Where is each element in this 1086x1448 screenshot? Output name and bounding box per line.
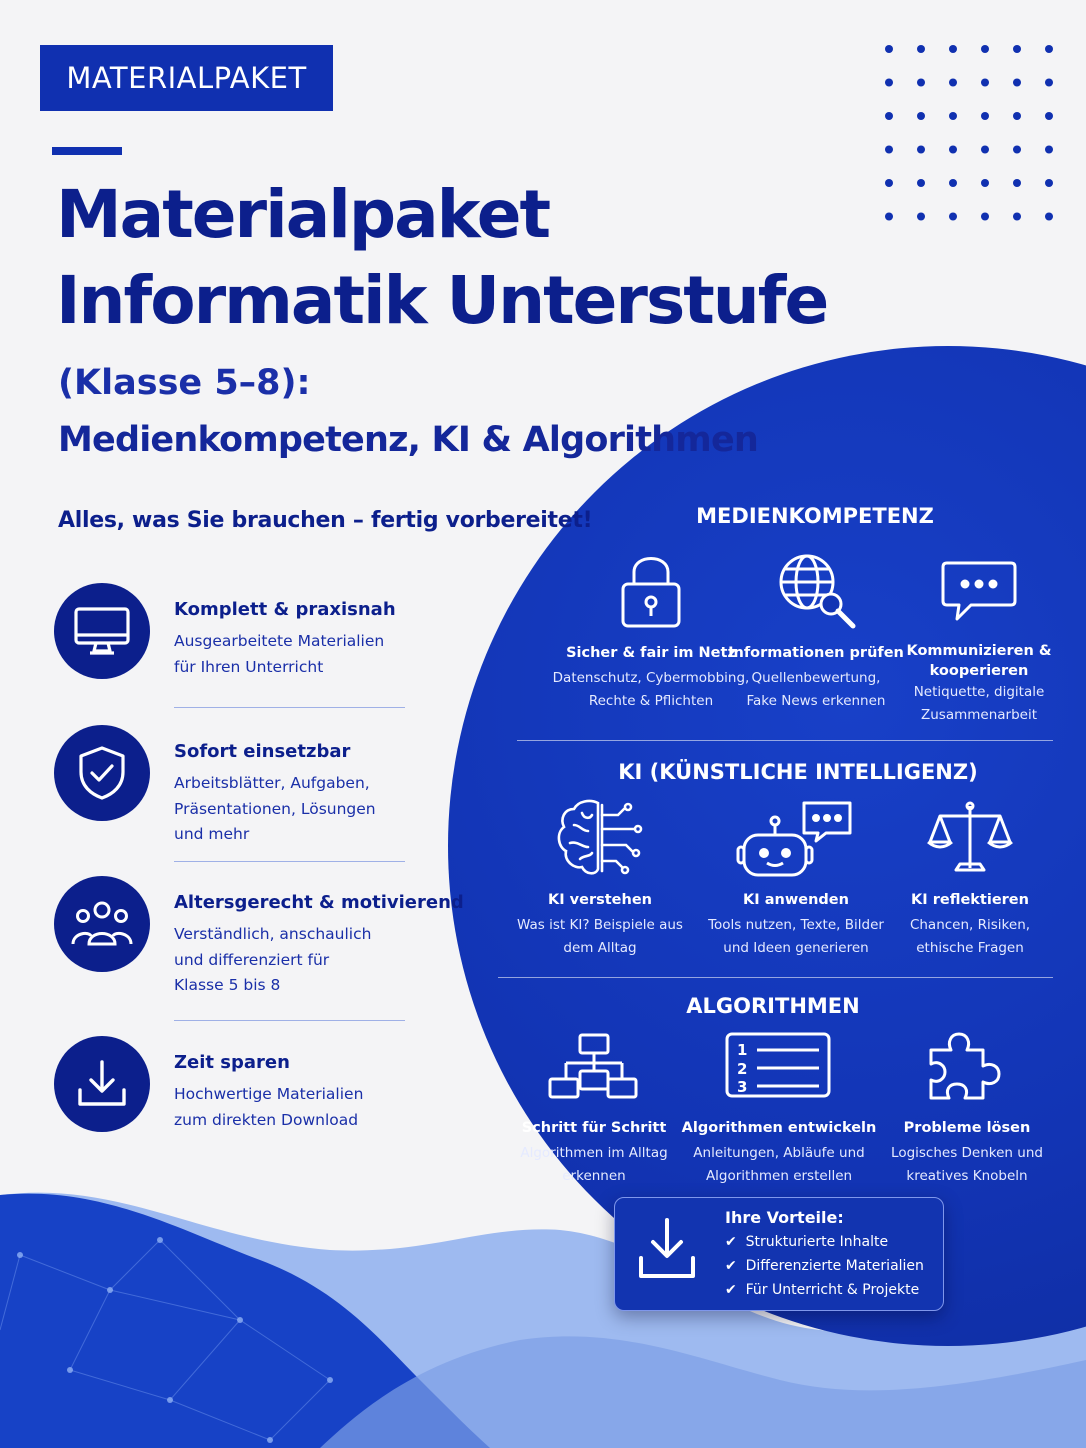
topic-desc-line: und Ideen generieren [723,940,869,956]
topic-desc-line: Rechte & Pflichten [588,693,714,709]
flowchart-icon [494,1020,694,1112]
topic-desc-line: erkennen [562,1168,626,1184]
topic-desc-line: kreatives Knobeln [906,1168,1028,1184]
feature-desc-line: zum direkten Download [174,1110,359,1129]
benefit-item: ✔ Für Unterricht & Projekte [725,1282,920,1298]
topic-solve-problems [867,1020,1067,1188]
dot [1045,45,1053,53]
dot [1013,112,1021,120]
section-divider [498,977,1053,978]
topic-desc-line: Quellenbewertung, [751,670,881,686]
topic-reflect-ai [870,792,1070,960]
benefits-title: Ihre Vorteile: [725,1208,844,1227]
scales-icon [870,792,1070,884]
dot [949,179,957,187]
dot [885,213,893,221]
topic-develop-algorithms [679,1020,879,1188]
category-tag: MATERIALPAKET [40,45,333,111]
dot [1045,179,1053,187]
dot [885,179,893,187]
download-icon [54,1036,150,1132]
topic-title: Kommunizieren & kooperieren [906,643,1052,679]
check-icon: ✔ [725,1234,737,1250]
dot [917,112,925,120]
topic-desc-line: Was ist KI? Beispiele aus [517,917,683,933]
topic-desc-line: Datenschutz, Cybermobbing, [552,670,750,686]
chat-bubble-icon [879,545,1079,637]
dot [949,45,957,53]
topic-title: KI verstehen [548,892,652,908]
divider [174,707,405,708]
topic-desc-line: Algorithmen im Alltag [520,1145,668,1161]
feature-title: Komplett & praxisnah [174,599,396,620]
download-icon [635,1214,699,1290]
dot [917,45,925,53]
svg-text:1: 1 [737,1041,748,1059]
section-title-algorithms: ALGORITHMEN [686,994,860,1018]
svg-text:3: 3 [737,1078,748,1096]
divider [174,861,405,862]
topic-title: Probleme lösen [903,1120,1031,1136]
shield-check-icon [54,725,150,821]
dot [1013,213,1021,221]
dot [1045,213,1053,221]
topic-understand-ai [500,792,700,960]
dot [981,45,989,53]
dot [917,179,925,187]
dot [1045,79,1053,87]
dot [949,112,957,120]
puzzle-icon [867,1020,1067,1112]
topic-title: Schritt für Schritt [521,1120,667,1136]
subtitle-grade: (Klasse 5–8): [58,363,311,403]
topic-title: Sicher & fair im Netz [566,645,736,661]
topic-desc-line: Logisches Denken und [891,1145,1043,1161]
check-icon: ✔ [725,1258,737,1274]
dot [917,146,925,154]
feature-desc-line: Ausgearbeitete Materialien [174,632,385,650]
topic-desc-line: Chancen, Risiken, [909,917,1031,933]
dot [981,79,989,87]
group-icon [54,876,150,972]
brain-circuit-icon [500,792,700,884]
dot [885,45,893,53]
monitor-icon [54,583,150,679]
benefit-item: ✔ Strukturierte Inhalte [725,1234,889,1250]
feature-desc-line: und mehr [174,825,250,843]
dot [917,79,925,87]
dot [1013,79,1021,87]
check-icon: ✔ [725,1282,737,1298]
dot [949,79,957,87]
topic-communicate [879,545,1079,727]
benefit-item: ✔ Differenzierte Materialien [725,1258,924,1274]
feature-desc-line: Verständlich, anschaulich [174,925,372,943]
dot [981,213,989,221]
dot [981,112,989,120]
accent-bar [52,147,122,155]
dot [949,213,957,221]
section-title-media: MEDIENKOMPETENZ [696,504,934,528]
dot [885,112,893,120]
topic-apply-ai [696,792,896,960]
topic-desc-line: dem Alltag [563,940,637,956]
topic-title: Algorithmen entwickeln [681,1120,877,1136]
dot [1013,146,1021,154]
topic-desc-line: Netiquette, digitale [913,684,1045,700]
dot [1013,45,1021,53]
page-title-line2: Informatik Unterstufe [56,262,828,339]
feature-desc-line: Klasse 5 bis 8 [174,976,281,994]
page-title-line1: Materialpaket [56,176,550,253]
topic-title: KI reflektieren [911,892,1029,908]
dot-grid-decoration [884,44,1054,254]
feature-desc-line: Hochwertige Materialien [174,1085,364,1103]
svg-text:2: 2 [737,1060,748,1078]
topic-desc-line: ethische Fragen [916,940,1024,956]
topic-desc-line: Zusammenarbeit [920,707,1037,723]
feature-title: Zeit sparen [174,1052,290,1073]
topic-desc-line: Tools nutzen, Texte, Bilder [708,917,884,933]
dot [1045,146,1053,154]
topic-desc-line: Anleitungen, Abläufe und [693,1145,865,1161]
tagline: Alles, was Sie brauchen – fertig vorbereitet! [58,508,593,533]
dot [949,146,957,154]
benefits-box [614,1197,944,1311]
topic-title: KI anwenden [743,892,849,908]
numbered-list-icon [679,1020,879,1112]
dot [1013,179,1021,187]
feature-title: Altersgerecht & motivierend [174,892,464,913]
topic-desc-line: Fake News erkennen [746,693,886,709]
subtitle-topics: Medienkompetenz, KI & Algorithmen [58,420,759,460]
feature-desc-line: für Ihren Unterricht [174,657,324,676]
section-divider [517,740,1053,741]
dot [1045,112,1053,120]
dot [981,179,989,187]
feature-desc-line: und differenziert für [174,950,330,969]
topic-title: Informationen prüfen [728,645,904,661]
topic-step-by-step [494,1020,694,1188]
dot [885,79,893,87]
dot [981,146,989,154]
feature-desc-line: Arbeitsblätter, Aufgaben, [174,774,370,792]
section-title-ai: KI (KÜNSTLICHE INTELLIGENZ) [618,760,978,784]
dot [885,146,893,154]
divider [174,1020,405,1021]
robot-chat-icon [696,792,896,884]
feature-desc-line: Präsentationen, Lösungen [174,799,376,818]
dot [917,213,925,221]
topic-desc-line: Algorithmen erstellen [705,1168,853,1184]
feature-title: Sofort einsetzbar [174,741,351,762]
